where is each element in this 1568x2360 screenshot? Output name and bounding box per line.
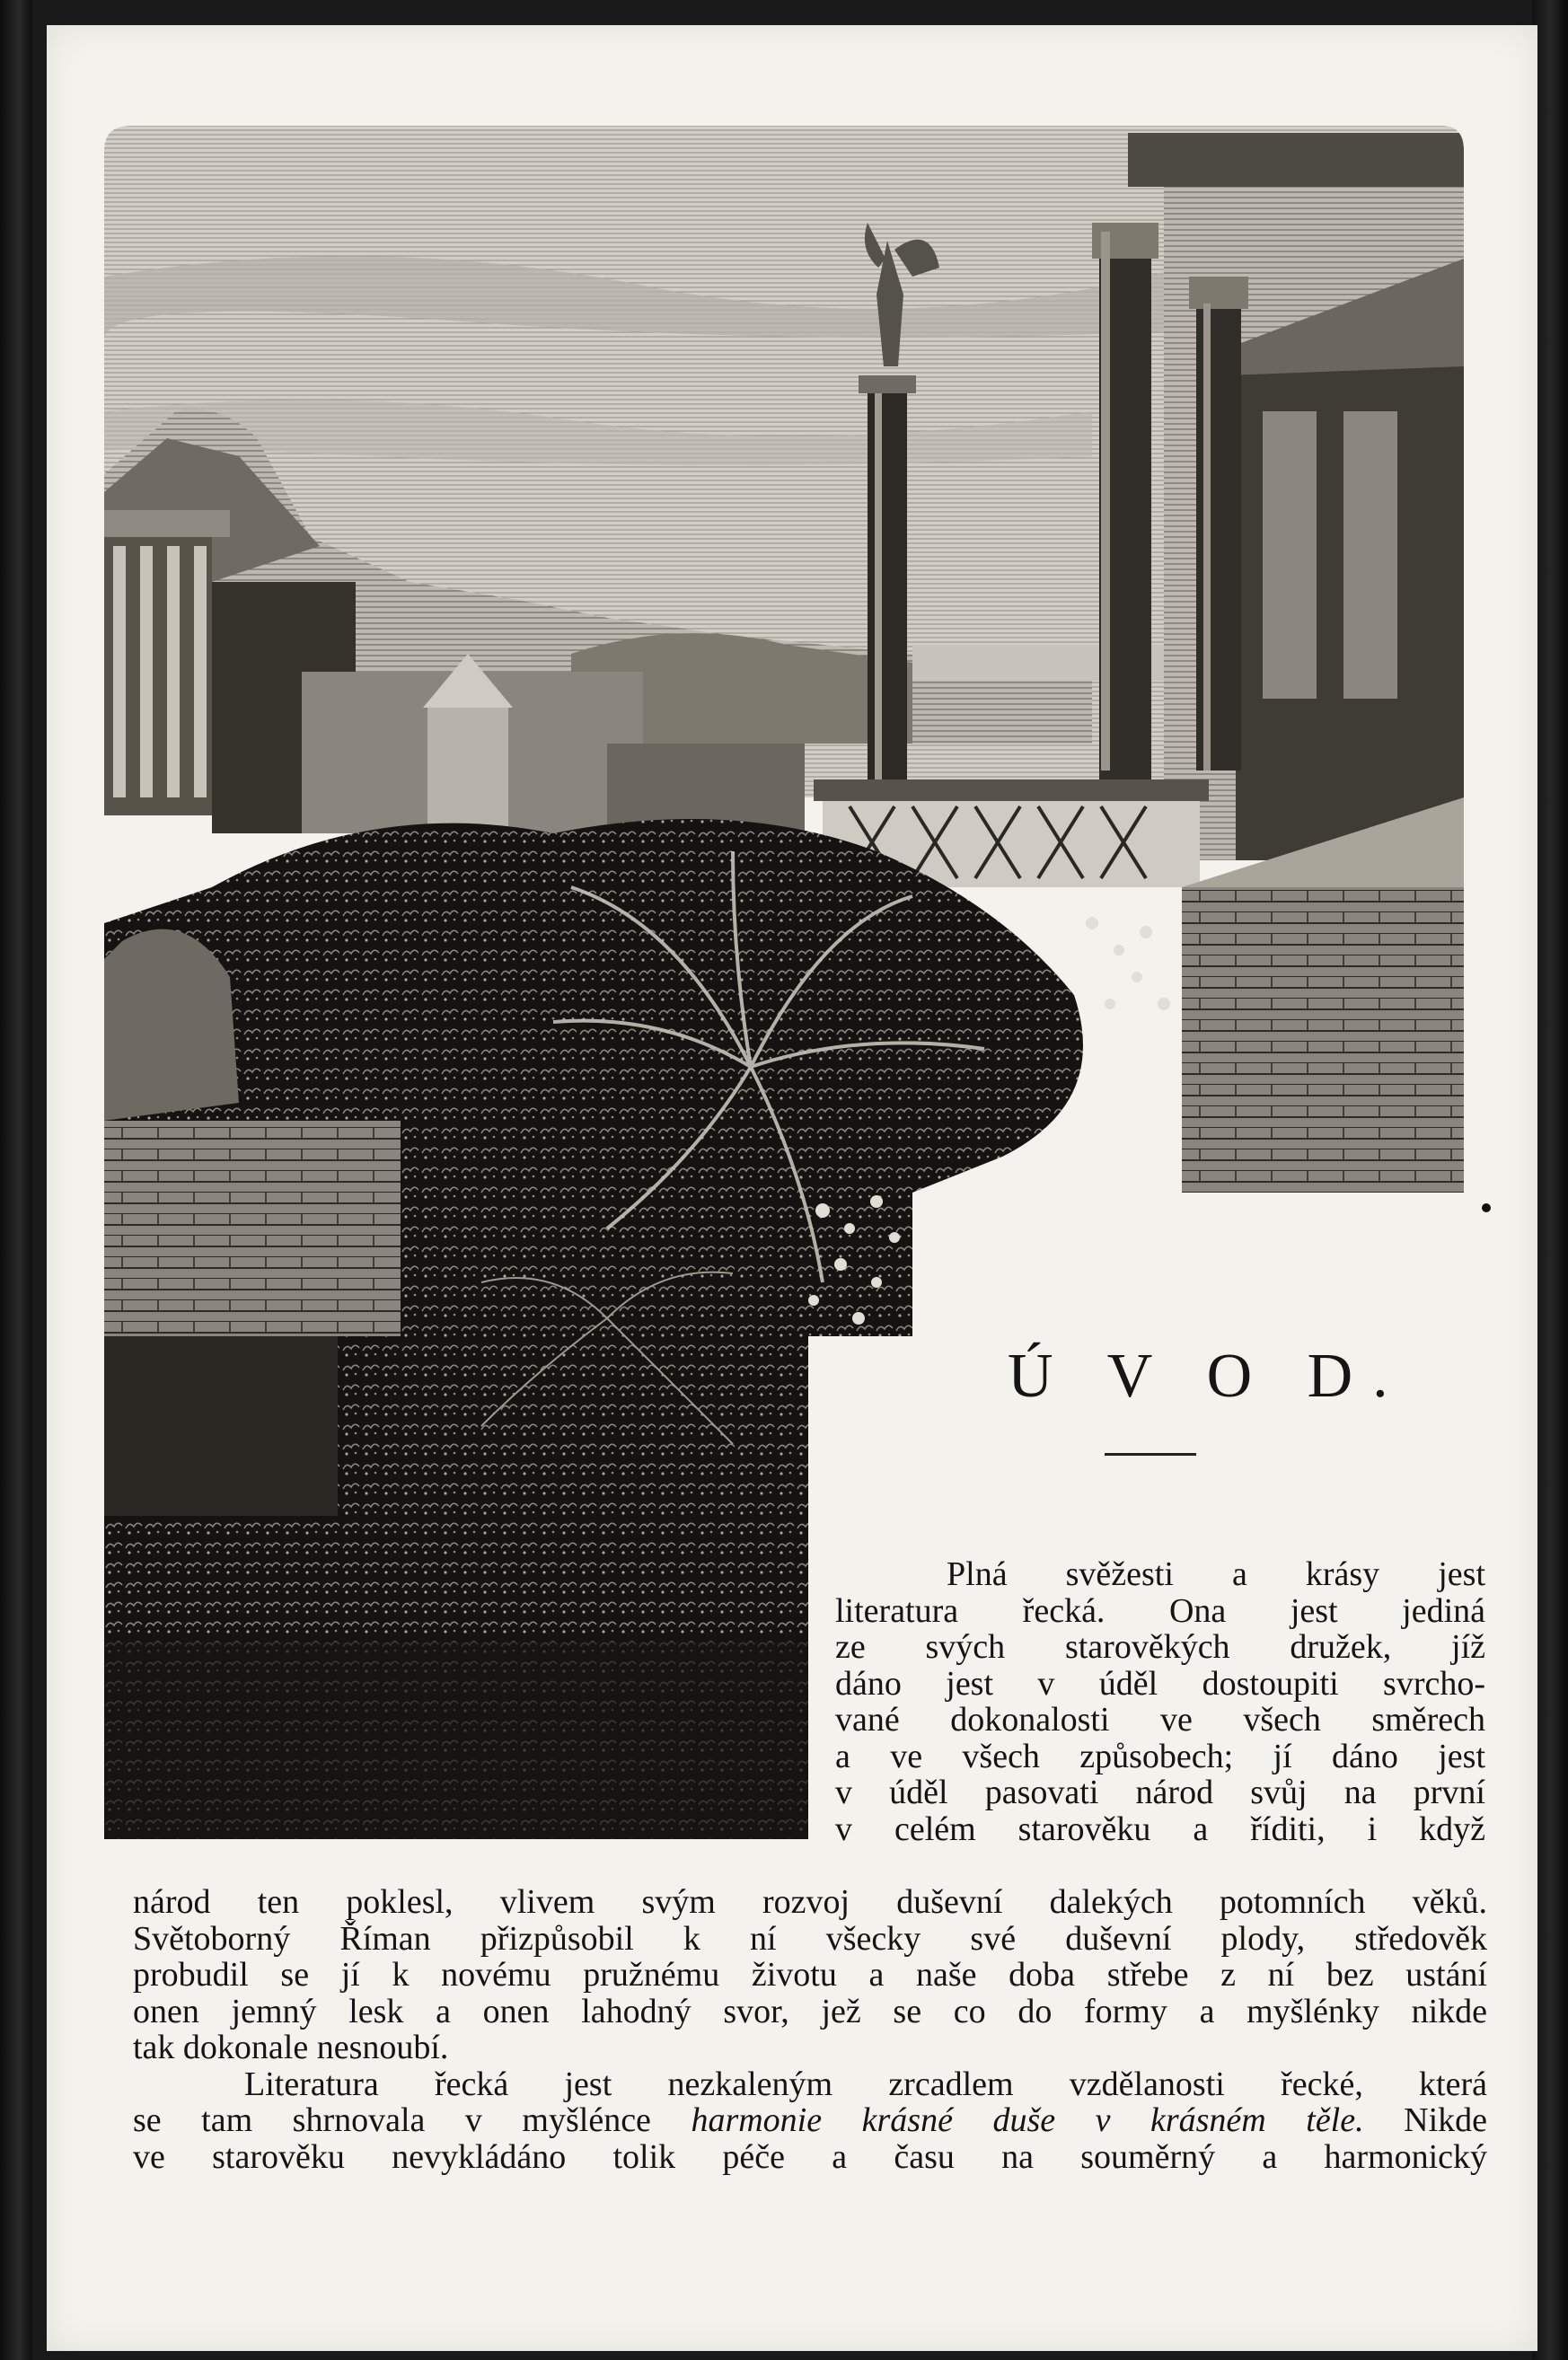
text-line: ve starověku nevykládáno tolik péče a času na souměrný a harmonický [133,2137,1487,2176]
text-line: a ve všech způsobech; jí dáno jest [835,1737,1485,1775]
book-page-edge-right [1532,0,1568,2360]
emphasis-text: harmonie krásné duše v krásném těle. [691,2101,1364,2139]
text-line: onen jemný lesk a onen lahodný svor, jež se co do formy a myšlénky nikde [133,1992,1487,2030]
chapter-title: Ú V O D. [1008,1342,1408,1411]
text-line-with-emphasis [133,2102,1487,2139]
book-page [47,25,1537,2351]
text-line: vané dokonalosti ve všech směrech [835,1701,1485,1739]
text-line: Světoborný Říman přizpůsobil k ní všecky své duševní plody, středověk [133,1919,1487,1958]
text-line: Literatura řecká jest nezkaleným zrcadlem vzdělanosti řecké, která [244,2065,1487,2103]
text-line: v úděl pasovati národ svůj na první [835,1774,1485,1811]
text-line: v celém starověku a říditi, i když [835,1810,1485,1848]
text-column-narrow [835,1556,1485,1847]
title-divider [1105,1453,1196,1456]
book-spine-edge-left [0,0,32,2360]
text-column-wide [133,1884,1487,2175]
text-line: dáno jest v úděl dostoupiti svrcho- [835,1664,1485,1703]
text-line: Plná svěžesti a krásy jest [947,1555,1485,1593]
text-line: probudil se jí k novému pružnému životu a naše doba střebe z ní bez ustání [133,1956,1487,1994]
text-line: národ ten poklesl, vlivem svým rozvoj duševní dalekých potomních věků. [133,1883,1487,1921]
text-fragment: Nikde [1363,2101,1487,2139]
text-line: literatura řecká. Ona jest jediná [835,1591,1485,1630]
text-fragment: se tam shrnovala v myšlénce [133,2101,692,2139]
text-line: tak dokonale nesnoubí. [133,2029,449,2066]
ink-speck [1482,1203,1491,1212]
text-line: ze svých starověkých družek, jíž [835,1628,1485,1666]
